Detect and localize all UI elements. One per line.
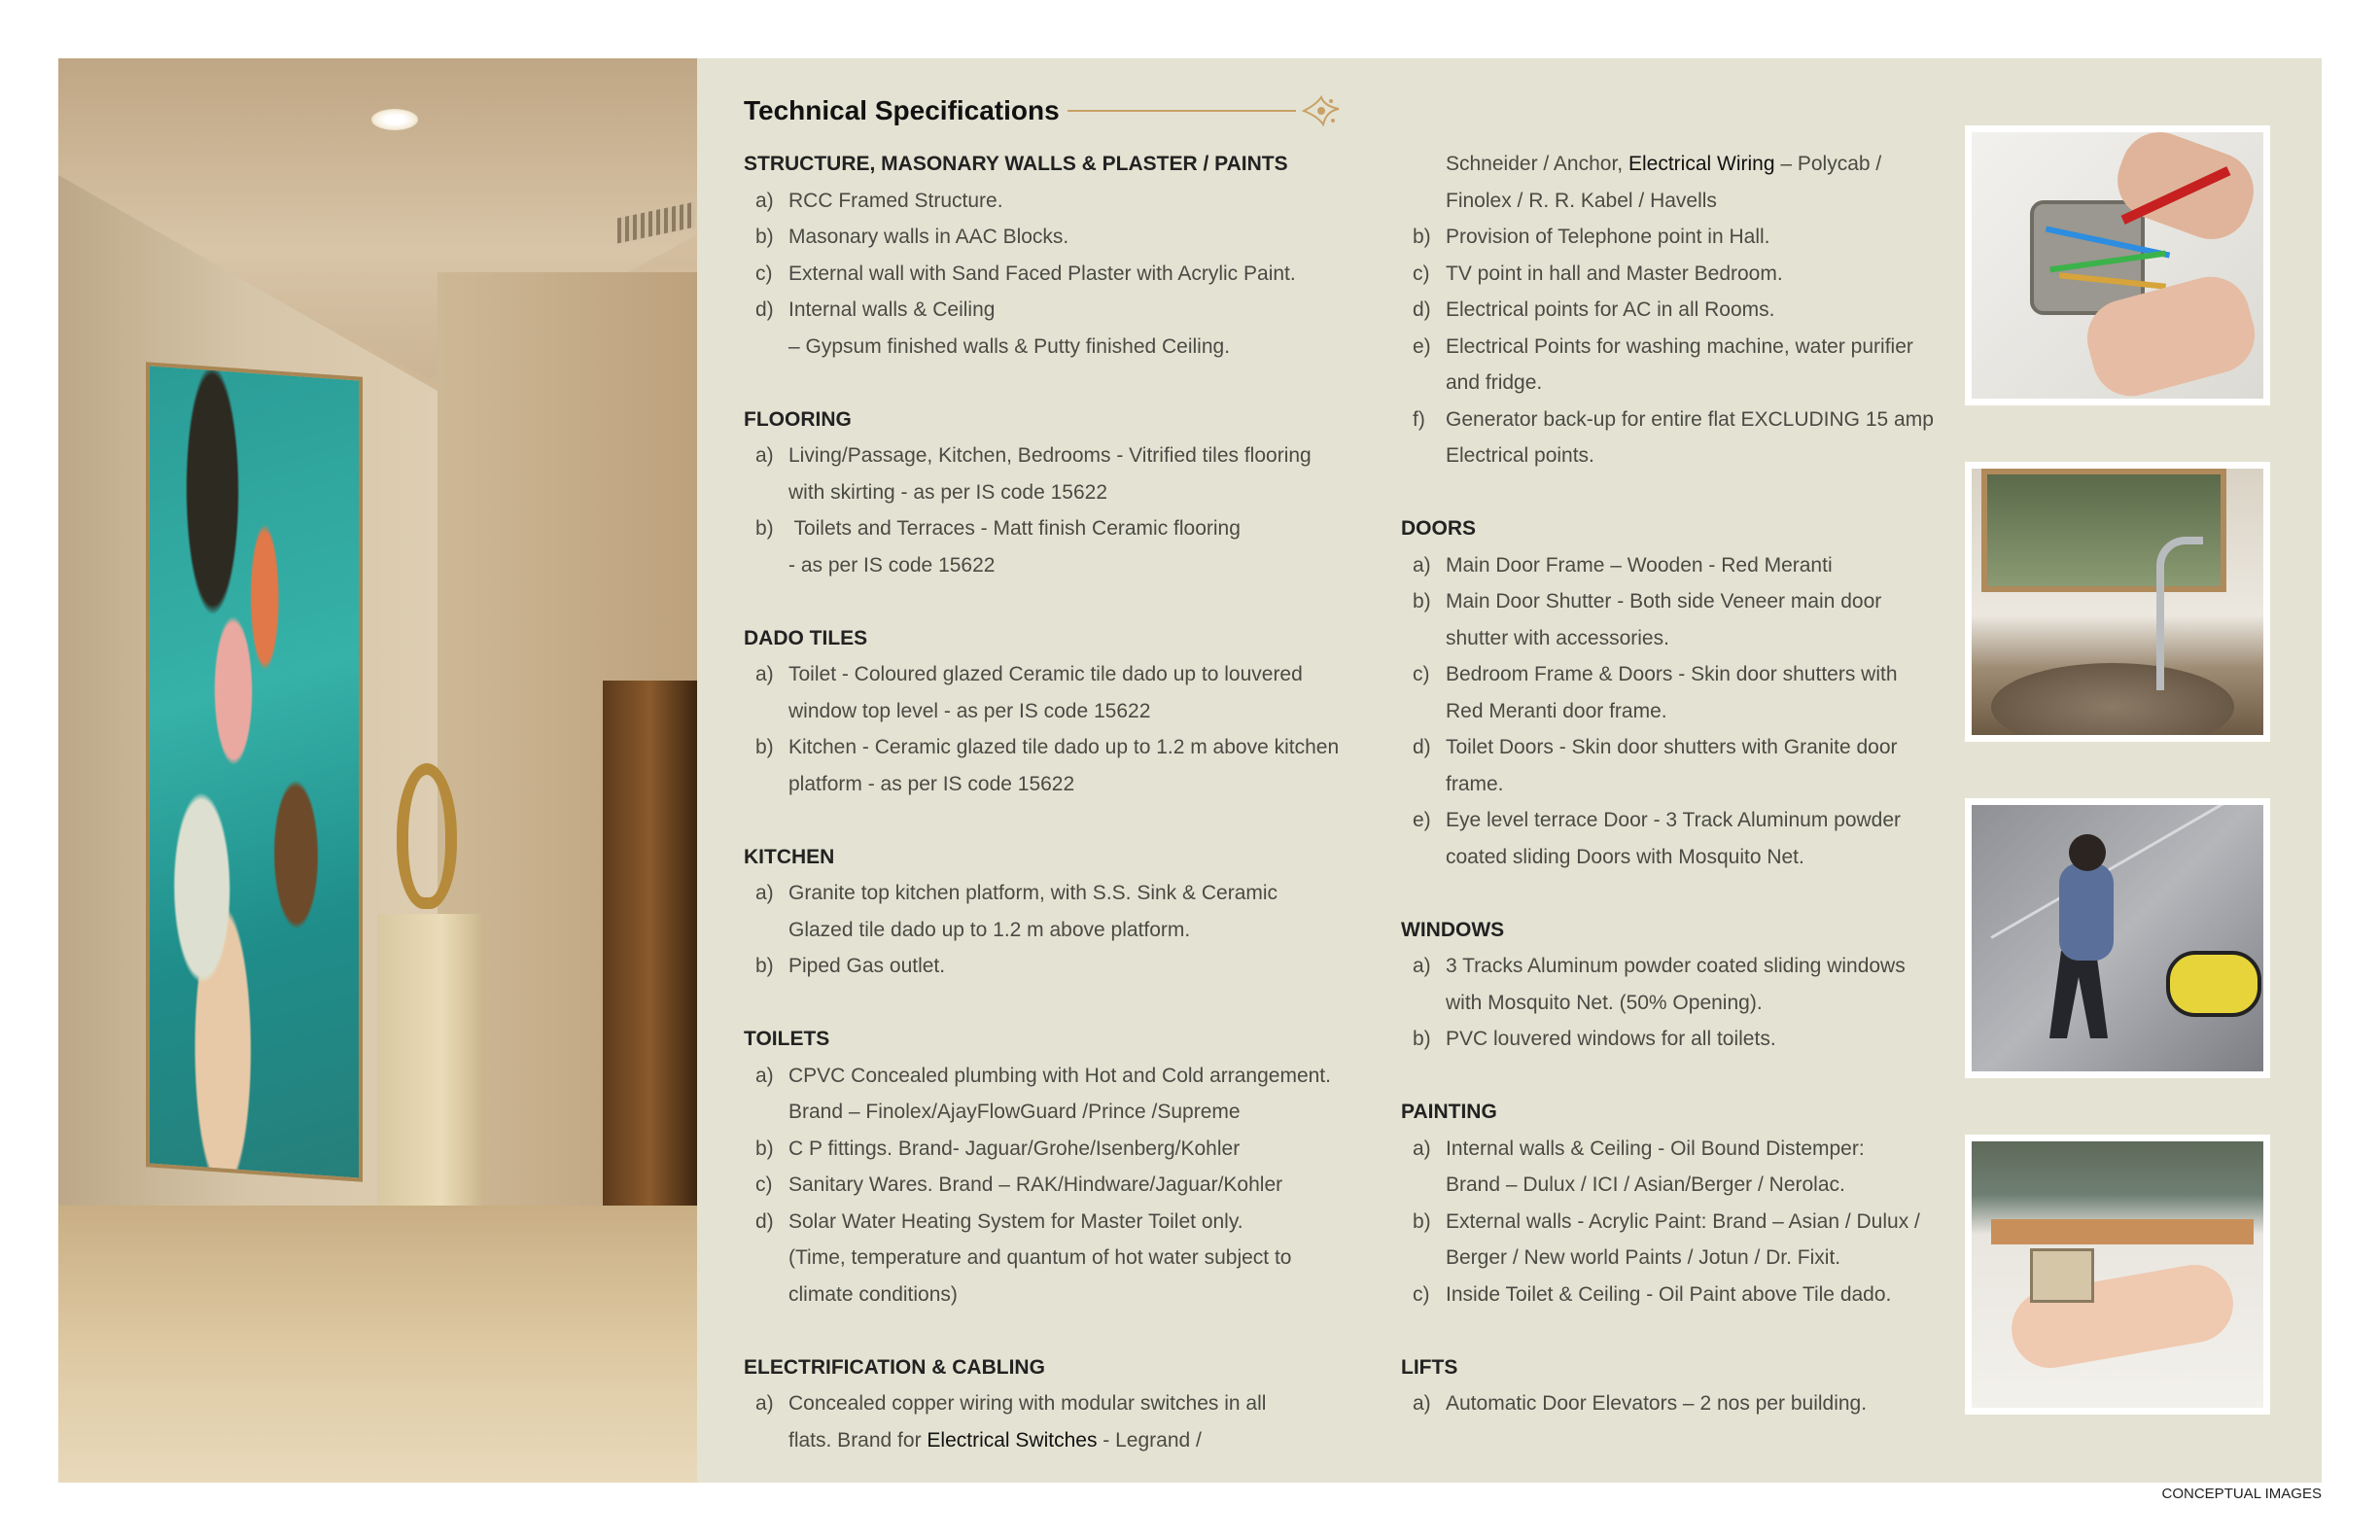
item-text: shutter with accessories. <box>1446 626 1669 649</box>
spec-item-continuation <box>1401 1167 1955 1204</box>
spec-item <box>744 729 1385 766</box>
section-heading: ELECTRIFICATION & CABLING <box>744 1355 1045 1379</box>
spec-column-right <box>1401 146 1955 1422</box>
text-segment: flats. Brand for <box>788 1428 928 1452</box>
highlight-text: Electrical Wiring <box>1628 153 1775 175</box>
title-rule <box>1068 110 1296 112</box>
item-text: Masonary walls in AAC Blocks. <box>788 226 1069 248</box>
spec-item-continuation <box>1401 438 1955 474</box>
item-text: 3 Tracks Aluminum powder coated sliding windows <box>1446 955 1906 977</box>
item-marker: c) <box>1413 262 1430 285</box>
section-gap <box>1401 875 1955 912</box>
spec-item <box>744 1204 1385 1241</box>
item-marker: c) <box>755 1173 773 1196</box>
section-heading: LIFTS <box>1401 1355 1458 1379</box>
item-text: Toilet - Coloured glazed Ceramic tile dado up to louvered <box>788 663 1303 685</box>
lobby-photo <box>58 58 697 1483</box>
item-text: frame. <box>1446 772 1504 795</box>
item-marker: a) <box>1413 955 1431 977</box>
item-text: TV point in hall and Master Bedroom. <box>1446 262 1783 285</box>
spec-item <box>1401 292 1955 329</box>
item-text <box>744 1422 1385 1459</box>
wall-painting <box>146 362 363 1182</box>
item-marker: a) <box>755 189 774 212</box>
spec-item-continuation <box>1401 1240 1955 1277</box>
spec-item <box>744 1131 1385 1168</box>
spec-item-continuation <box>1401 766 1955 803</box>
section-gap <box>744 985 1385 1022</box>
item-marker: c) <box>1413 1282 1430 1306</box>
wiring-photo-content <box>1972 132 2263 399</box>
item-marker: c) <box>755 262 773 285</box>
item-text: External wall with Sand Faced Plaster with Acrylic Paint. <box>788 262 1296 285</box>
faucet <box>2156 537 2203 690</box>
spec-item <box>1401 948 1955 985</box>
item-text: Granite top kitchen platform, with S.S. Sink & Ceramic <box>788 882 1278 904</box>
item-marker: b) <box>755 736 774 758</box>
spec-panel <box>713 58 2322 1483</box>
item-text: CPVC Concealed plumbing with Hot and Cold arrangement. <box>788 1064 1331 1087</box>
spec-item <box>744 875 1385 912</box>
item-text: External walls - Acrylic Paint: Brand – Asian / Dulux / <box>1446 1209 1920 1233</box>
spec-item <box>1401 1204 1955 1241</box>
item-text: with Mosquito Net. (50% Opening). <box>1446 991 1763 1014</box>
sink-photo <box>1965 462 2270 742</box>
spec-item-continuation <box>744 474 1385 511</box>
item-text: Kitchen - Ceramic glazed tile dado up to 1.2 m above kitchen <box>788 736 1340 758</box>
spec-item-continuation <box>1401 146 1955 183</box>
item-text: Finolex / R. R. Kabel / Havells <box>1446 189 1717 212</box>
item-text: Eye level terrace Door - 3 Track Aluminum powder <box>1446 809 1902 831</box>
item-marker: b) <box>1413 1209 1431 1233</box>
spec-item <box>1401 1385 1955 1422</box>
item-marker: f) <box>1413 407 1425 431</box>
spec-item-continuation <box>744 1277 1385 1313</box>
item-text: Red Meranti door frame. <box>1446 699 1667 722</box>
spec-item <box>744 1167 1385 1204</box>
item-marker: b) <box>1413 590 1431 612</box>
item-text: Generator back-up for entire flat EXCLUDING 15 amp <box>1446 407 1934 431</box>
section-gap <box>744 1312 1385 1349</box>
item-text: and fridge. <box>1446 371 1543 394</box>
item-text: Concealed copper wiring with modular switches in all <box>788 1392 1267 1415</box>
item-marker: d) <box>1413 298 1431 321</box>
painting-photo <box>1965 1135 2270 1415</box>
item-text: Brand – Finolex/AjayFlowGuard /Prince /Supreme <box>788 1101 1241 1123</box>
polishing-machine <box>2166 951 2261 1017</box>
wooden-ledge <box>1991 1219 2254 1244</box>
item-text: Sanitary Wares. Brand – RAK/Hindware/Jaguar/Kohler <box>788 1173 1283 1196</box>
title-row <box>744 89 1343 132</box>
item-text: Glazed tile dado up to 1.2 m above platform. <box>788 918 1191 941</box>
spec-item <box>1401 1021 1955 1058</box>
conceptual-images-caption: CONCEPTUAL IMAGES <box>2161 1486 2322 1502</box>
spec-item-continuation <box>744 1240 1385 1277</box>
item-marker: a) <box>1413 1392 1431 1415</box>
spec-item-continuation <box>744 693 1385 730</box>
spec-item <box>744 292 1385 329</box>
item-text: Toilets and Terraces - Matt finish Ceramic flooring <box>788 517 1241 540</box>
section-gap <box>1401 1312 1955 1349</box>
item-marker: b) <box>755 1137 774 1160</box>
spec-item <box>1401 656 1955 693</box>
worker-legs <box>2049 951 2108 1038</box>
sculpture <box>397 763 457 909</box>
item-text: Living/Passage, Kitchen, Bedrooms - Vitrified tiles flooring <box>788 444 1312 467</box>
section-gap <box>1401 1058 1955 1095</box>
section-gap <box>744 802 1385 839</box>
spec-item <box>1401 219 1955 256</box>
floor-cleaning-photo <box>1965 798 2270 1078</box>
section-gap <box>744 365 1385 402</box>
spec-item <box>1401 583 1955 620</box>
item-marker: b) <box>1413 226 1431 248</box>
item-text: with skirting - as per IS code 15622 <box>788 480 1108 504</box>
item-text: Berger / New world Paints / Jotun / Dr. Fixit. <box>1446 1246 1841 1269</box>
item-marker: a) <box>755 1392 774 1415</box>
item-text: – Gypsum finished walls & Putty finished Ceiling. <box>788 334 1231 358</box>
section-heading: KITCHEN <box>744 845 835 868</box>
text-segment: – Polycab / <box>1774 153 1882 175</box>
text-segment: Schneider / Anchor, <box>1446 153 1628 175</box>
item-text: RCC Framed Structure. <box>788 189 1003 212</box>
spec-item <box>744 510 1385 547</box>
item-marker: b) <box>1413 1028 1431 1050</box>
spec-item <box>1401 1131 1955 1168</box>
item-text: C P fittings. Brand- Jaguar/Grohe/Isenberg/Kohler <box>788 1137 1241 1160</box>
item-text: (Time, temperature and quantum of hot water subject to <box>788 1246 1292 1269</box>
spec-item <box>744 1385 1385 1422</box>
spec-item-continuation <box>1401 839 1955 876</box>
spec-item <box>1401 729 1955 766</box>
item-marker: a) <box>755 663 774 685</box>
section-heading: WINDOWS <box>1401 918 1505 941</box>
worker-body <box>2059 863 2114 961</box>
item-marker: e) <box>1413 809 1431 831</box>
highlight-text: Electrical Switches <box>927 1428 1098 1452</box>
item-text: Inside Toilet & Ceiling - Oil Paint above Tile dado. <box>1446 1282 1892 1306</box>
item-text: Solar Water Heating System for Master Toilet only. <box>788 1209 1243 1233</box>
item-text: coated sliding Doors with Mosquito Net. <box>1446 845 1804 868</box>
spec-item <box>744 438 1385 474</box>
spec-item <box>1401 402 1955 438</box>
spec-item-continuation <box>744 912 1385 949</box>
item-text: Internal walls & Ceiling <box>788 298 996 321</box>
item-text: Internal walls & Ceiling - Oil Bound Distemper: <box>1446 1137 1865 1160</box>
item-text <box>1401 146 1955 183</box>
paint-brush <box>2030 1248 2094 1303</box>
section-heading: FLOORING <box>744 407 852 431</box>
spec-item-continuation <box>1401 620 1955 657</box>
section-gap <box>744 583 1385 620</box>
item-marker: a) <box>1413 553 1431 577</box>
item-marker: a) <box>755 1064 774 1087</box>
text-segment: - Legrand / <box>1097 1428 1202 1452</box>
sculpture-pedestal <box>377 914 484 1235</box>
spec-item <box>744 219 1385 256</box>
elevator-door <box>603 681 697 1244</box>
item-marker: b) <box>755 955 774 977</box>
section-heading: TOILETS <box>744 1028 830 1050</box>
sink-photo-content <box>1972 469 2263 735</box>
section-heading: PAINTING <box>1401 1101 1497 1123</box>
item-text: - as per IS code 15622 <box>788 553 996 577</box>
wiring-photo <box>1965 125 2270 405</box>
item-marker: d) <box>1413 736 1431 758</box>
spec-item-continuation <box>744 766 1385 803</box>
floor-line <box>1990 805 2244 939</box>
item-marker: d) <box>755 1209 774 1233</box>
item-marker: a) <box>755 882 774 904</box>
item-marker: e) <box>1413 334 1431 358</box>
item-marker: a) <box>1413 1137 1431 1160</box>
spec-item-continuation <box>1401 985 1955 1022</box>
item-text: PVC louvered windows for all toilets. <box>1446 1028 1776 1050</box>
spec-item <box>1401 547 1955 584</box>
spec-item-continuation <box>744 547 1385 584</box>
item-text: Main Door Shutter - Both side Veneer main door <box>1446 590 1882 612</box>
item-marker: a) <box>755 444 774 467</box>
item-marker: b) <box>755 517 774 540</box>
item-text: window top level - as per IS code 15622 <box>788 699 1151 722</box>
spec-item <box>744 183 1385 220</box>
spec-item <box>744 256 1385 293</box>
photo-floor <box>58 1206 697 1483</box>
item-text: Brand – Dulux / ICI / Asian/Berger / Nerolac. <box>1446 1173 1845 1196</box>
item-text: Piped Gas outlet. <box>788 955 946 977</box>
section-heading: DADO TILES <box>744 626 868 649</box>
floor-cleaning-photo-content <box>1972 805 2263 1071</box>
item-text: Main Door Frame – Wooden - Red Meranti <box>1446 553 1833 577</box>
spec-item-continuation <box>744 329 1385 366</box>
item-marker: d) <box>755 298 774 321</box>
painting-photo-content <box>1972 1141 2263 1408</box>
item-text: Bedroom Frame & Doors - Skin door shutters with <box>1446 663 1898 685</box>
item-text: Provision of Telephone point in Hall. <box>1446 226 1770 248</box>
worker-head <box>2069 834 2106 871</box>
item-text: Toilet Doors - Skin door shutters with Granite door <box>1446 736 1898 758</box>
spec-item <box>1401 256 1955 293</box>
page-title: Technical Specifications <box>744 95 1060 125</box>
spec-item-continuation <box>744 1094 1385 1131</box>
spec-item <box>1401 802 1955 839</box>
item-text: Automatic Door Elevators – 2 nos per building. <box>1446 1392 1868 1415</box>
spec-item <box>744 948 1385 985</box>
spec-item <box>1401 1277 1955 1313</box>
item-text: Electrical points for AC in all Rooms. <box>1446 298 1775 321</box>
item-text: platform - as per IS code 15622 <box>788 772 1075 795</box>
section-heading: DOORS <box>1401 517 1477 540</box>
section-heading: STRUCTURE, MASONARY WALLS & PLASTER / PAINTS <box>744 153 1288 175</box>
ornament-icon <box>1300 89 1343 132</box>
item-text: Electrical Points for washing machine, water purifier <box>1446 334 1913 358</box>
spec-item-continuation <box>744 1422 1385 1459</box>
spec-item <box>1401 329 1955 366</box>
item-marker: c) <box>1413 663 1430 685</box>
item-text: Electrical points. <box>1446 444 1594 467</box>
item-marker: b) <box>755 226 774 248</box>
spec-item <box>744 1058 1385 1095</box>
spec-item-continuation <box>1401 365 1955 402</box>
ceiling-lamp <box>371 109 418 130</box>
section-gap <box>1401 474 1955 511</box>
item-text: climate conditions) <box>788 1282 958 1306</box>
spec-item-continuation <box>1401 693 1955 730</box>
spec-column-left <box>744 146 1385 1458</box>
spec-item-continuation <box>1401 183 1955 220</box>
spec-item <box>744 656 1385 693</box>
